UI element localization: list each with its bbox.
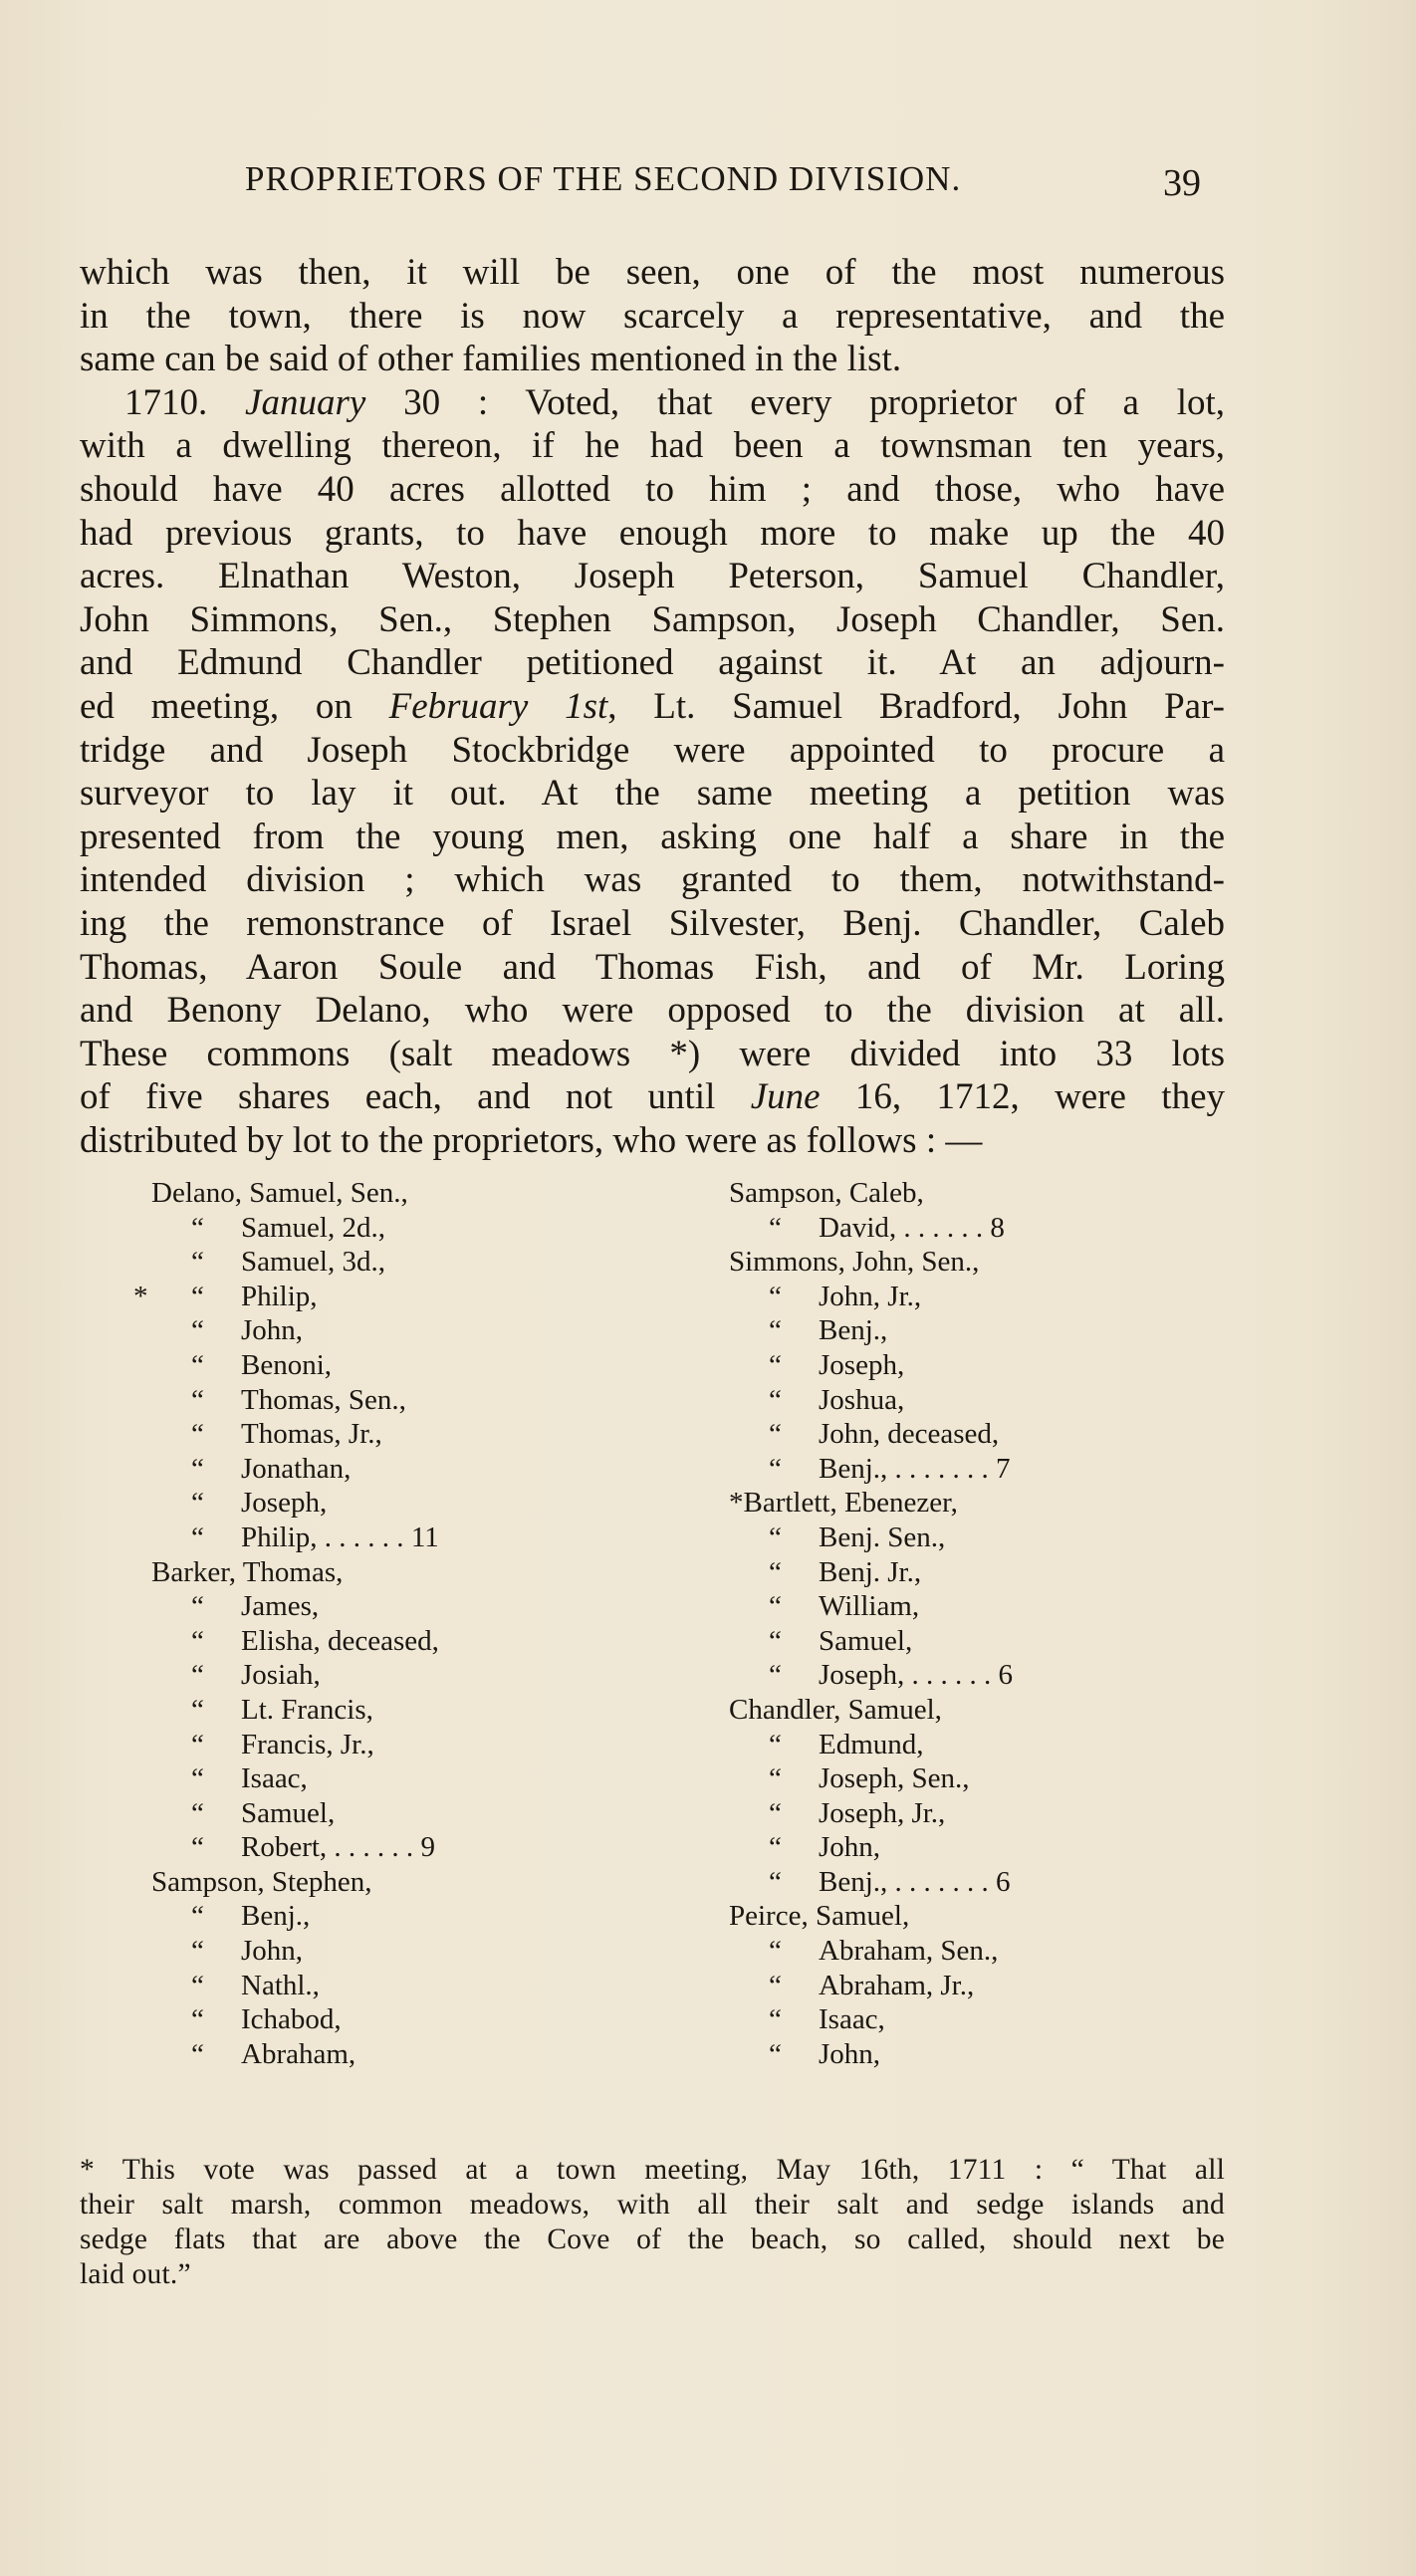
text-segment: 1710.: [124, 381, 246, 423]
proprietor-name: Chandler, Samuel,: [729, 1693, 942, 1726]
ditto-mark: “: [769, 2003, 782, 2036]
list-entry: [729, 1211, 1207, 1246]
list-entry: [729, 1658, 1207, 1693]
text-segment: 16, 1712, were they: [820, 1076, 1226, 1118]
proprietor-name: Samuel, 3d.,: [241, 1246, 385, 1279]
list-entry: [151, 1452, 629, 1487]
proprietor-list-left: [133, 1176, 629, 2071]
proprietor-name: Benj., . . . . . . .: [819, 1452, 989, 1485]
text-line: ing the remonstrance of Israel Silvester, Benj. Chandler, Caleb: [80, 902, 1225, 944]
proprietor-name: *Bartlett, Ebenezer,: [729, 1487, 958, 1520]
ditto-mark: “: [769, 1348, 782, 1381]
text-line: and Edmund Chandler petitioned against it. At an adjourn-: [80, 642, 1225, 684]
text-line: which was then, it will be seen, one of the most numerous: [80, 252, 1225, 293]
list-entry: [729, 1728, 1207, 1762]
ditto-mark: “: [769, 1969, 782, 2001]
text-line: John Simmons, Sen., Stephen Sampson, Joseph Chandler, Sen.: [80, 598, 1225, 640]
ditto-mark: “: [769, 1624, 782, 1657]
list-entry: [729, 1555, 1207, 1590]
list-entry: [729, 1452, 1207, 1487]
ditto-mark: “: [769, 1280, 782, 1312]
list-entry: [729, 1969, 1207, 2003]
list-entry: [729, 1589, 1207, 1624]
ditto-mark: “: [769, 1521, 782, 1553]
running-title: PROPRIETORS OF THE SECOND DIVISION.: [245, 159, 962, 198]
ditto-mark: “: [191, 2003, 204, 2036]
list-entry: [729, 2002, 1207, 2037]
proprietor-name: Benj.,: [241, 1900, 311, 1933]
share-count: 8: [990, 1211, 1005, 1244]
proprietor-name: Francis, Jr.,: [241, 1728, 374, 1760]
share-count: 11: [410, 1521, 439, 1553]
text-segment: , Lt. Samuel Bradford, John Par-: [607, 685, 1226, 727]
ditto-mark: “: [191, 1280, 204, 1312]
list-entry: [729, 1796, 1207, 1831]
ditto-mark: “: [191, 1246, 204, 1279]
list-entry: [151, 1417, 629, 1452]
list-entry: [729, 1313, 1207, 1348]
list-entry: [729, 1830, 1207, 1865]
ditto-mark: “: [769, 1418, 782, 1451]
proprietor-name: Elisha, deceased,: [241, 1624, 439, 1657]
list-entry: [151, 1969, 629, 2003]
list-entry: [151, 1348, 629, 1383]
text-line: Thomas, Aaron Soule and Thomas Fish, and of Mr. Loring: [80, 946, 1225, 988]
proprietor-name: John, deceased,: [819, 1418, 1000, 1451]
list-entry: [133, 1280, 629, 1314]
list-entry: [151, 1796, 629, 1831]
ditto-mark: “: [191, 1624, 204, 1657]
text-line: These commons (salt meadows *) were divided into 33 lots: [80, 1033, 1225, 1074]
list-entry: [729, 1899, 1207, 1934]
ditto-mark: “: [769, 1211, 782, 1244]
running-head: [245, 159, 1201, 215]
footnote-line: sedge flats that are above the Cove of the beach, so called, should next be: [80, 2224, 1225, 2255]
ditto-mark: “: [191, 1935, 204, 1968]
proprietor-name: Jonathan,: [241, 1452, 352, 1485]
list-entry: [729, 1176, 1207, 1211]
proprietor-name: Edmund,: [819, 1728, 924, 1760]
list-entry: [151, 1693, 629, 1728]
proprietor-name: Samuel,: [241, 1796, 336, 1829]
ditto-mark: “: [769, 1452, 782, 1485]
month-february: February: [388, 685, 529, 727]
proprietor-name: Delano, Samuel, Sen.,: [151, 1177, 408, 1209]
proprietor-name: John,: [241, 1314, 304, 1347]
list-entry: [151, 1865, 629, 1900]
list-entry: [151, 1934, 629, 1969]
ditto-mark: “: [191, 1590, 204, 1623]
ditto-mark: “: [191, 1418, 204, 1451]
share-count: 7: [996, 1452, 1011, 1485]
ditto-mark: “: [769, 1762, 782, 1795]
text-line: should have 40 acres allotted to him ; and those, who have: [80, 468, 1225, 510]
day-1st: 1st: [528, 685, 608, 727]
month-january: January: [245, 381, 366, 423]
ditto-mark: “: [769, 1935, 782, 1968]
text-segment: ed meeting, on: [80, 685, 389, 727]
ditto-mark: “: [769, 1590, 782, 1623]
list-entry: [151, 1245, 629, 1280]
proprietor-name: Joshua,: [819, 1383, 905, 1416]
ditto-mark: “: [769, 1314, 782, 1347]
text-line: [80, 685, 1225, 729]
ditto-mark: “: [191, 1796, 204, 1829]
ditto-mark: “: [191, 1900, 204, 1933]
proprietor-name: Ichabod,: [241, 2003, 342, 2036]
ditto-mark: “: [769, 1383, 782, 1416]
ditto-mark: “: [191, 2037, 204, 2070]
list-entry: [151, 1761, 629, 1796]
proprietor-name: Isaac,: [819, 2003, 885, 2036]
proprietor-name: David, . . . . . .: [819, 1211, 984, 1244]
proprietor-name: Joseph,: [241, 1487, 328, 1520]
footnote-line: their salt marsh, common meadows, with all their salt and sedge islands and: [80, 2189, 1225, 2221]
proprietor-name: Benj., . . . . . . .: [819, 1865, 989, 1898]
proprietor-name: Thomas, Sen.,: [241, 1383, 406, 1416]
ditto-mark: “: [191, 1314, 204, 1347]
text-line: in the town, there is now scarcely a representative, and the: [80, 295, 1225, 337]
proprietor-name: Thomas, Jr.,: [241, 1418, 382, 1451]
proprietor-name: Philip, . . . . . .: [241, 1521, 404, 1553]
ditto-mark: “: [191, 1211, 204, 1244]
list-entry: [729, 1486, 1207, 1521]
ditto-mark: “: [769, 1831, 782, 1864]
proprietor-name: Josiah,: [241, 1659, 321, 1692]
proprietor-name: James,: [241, 1590, 320, 1623]
ditto-mark: “: [191, 1452, 204, 1485]
page-number: 39: [1163, 162, 1201, 204]
proprietor-name: Benj. Jr.,: [819, 1555, 922, 1588]
list-entry: [729, 1417, 1207, 1452]
proprietor-name: Benj. Sen.,: [819, 1521, 946, 1553]
month-june: June: [750, 1076, 821, 1118]
proprietor-name: Peirce, Samuel,: [729, 1900, 910, 1933]
ditto-mark: “: [191, 1659, 204, 1692]
list-entry: [729, 1934, 1207, 1969]
text-line: surveyor to lay it out. At the same meeting a petition was: [80, 773, 1225, 815]
footnote-line: * This vote was passed at a town meeting, May 16th, 1711 : “ That all: [80, 2154, 1225, 2186]
proprietor-list-right: [729, 1176, 1207, 2071]
ditto-mark: “: [191, 1521, 204, 1553]
ditto-mark: “: [191, 1693, 204, 1726]
list-entry: [151, 2037, 629, 2072]
text-line: same can be said of other families mentioned in the list.: [80, 339, 902, 380]
ditto-mark: “: [191, 1487, 204, 1520]
text-line: had previous grants, to have enough more to make up the 40: [80, 512, 1225, 554]
ditto-mark: “: [769, 1659, 782, 1692]
list-entry: [151, 1486, 629, 1521]
text-line: with a dwelling thereon, if he had been a townsman ten years,: [80, 425, 1225, 467]
proprietor-name: Barker, Thomas,: [151, 1555, 344, 1588]
list-entry: [729, 2037, 1207, 2072]
proprietor-name: William,: [819, 1590, 920, 1623]
ditto-mark: “: [769, 1796, 782, 1829]
proprietor-name: Simmons, John, Sen.,: [729, 1246, 980, 1279]
list-entry: [151, 1176, 629, 1211]
list-entry: [729, 1865, 1207, 1900]
text-line: and Benony Delano, who were opposed to the division at all.: [80, 990, 1225, 1032]
text-line: tridge and Joseph Stockbridge were appointed to procure a: [80, 729, 1225, 771]
proprietor-name: John, Jr.,: [819, 1280, 922, 1312]
text-line: acres. Elnathan Weston, Joseph Peterson, Samuel Chandler,: [80, 556, 1225, 597]
ditto-mark: “: [191, 1383, 204, 1416]
proprietor-name: Abraham, Sen.,: [819, 1935, 999, 1968]
proprietor-name: Nathl.,: [241, 1969, 320, 2001]
list-entry: [729, 1383, 1207, 1418]
proprietor-name: John,: [241, 1935, 304, 1968]
body-text: [80, 251, 1225, 1162]
list-entry: [151, 1521, 629, 1555]
proprietor-name: Joseph, Sen.,: [819, 1762, 970, 1795]
text-line: intended division ; which was granted to them, notwithstand-: [80, 859, 1225, 901]
text-line: [80, 1075, 1225, 1119]
text-line: presented from the young men, asking one half a share in the: [80, 816, 1225, 857]
list-entry: [151, 1830, 629, 1865]
proprietor-name: Lt. Francis,: [241, 1693, 373, 1726]
proprietor-name: Abraham, Jr.,: [819, 1969, 975, 2001]
ditto-mark: “: [769, 1555, 782, 1588]
footnote: [80, 2153, 1225, 2292]
list-entry: [729, 1624, 1207, 1659]
list-entry: [729, 1280, 1207, 1314]
proprietor-name: Isaac,: [241, 1762, 308, 1795]
proprietor-name: Joseph, . . . . . .: [819, 1659, 992, 1692]
text-line: [80, 381, 1225, 425]
proprietor-name: Samuel, 2d.,: [241, 1211, 385, 1244]
proprietor-name: Benj.,: [819, 1314, 888, 1347]
list-entry: [151, 1211, 629, 1246]
share-count: 6: [996, 1865, 1011, 1898]
list-entry: [151, 1589, 629, 1624]
proprietor-name: Joseph, Jr.,: [819, 1796, 946, 1829]
list-entry: [151, 1383, 629, 1418]
ditto-mark: “: [769, 1728, 782, 1760]
share-count: 9: [420, 1831, 435, 1864]
ditto-mark: “: [191, 1762, 204, 1795]
proprietor-name: Philip,: [241, 1280, 318, 1312]
proprietor-name: Robert, . . . . . .: [241, 1831, 414, 1864]
asterisk-mark: *: [133, 1280, 148, 1312]
text-line: distributed by lot to the proprietors, who were as follows : —: [80, 1119, 983, 1161]
proprietor-name: Samuel,: [819, 1624, 913, 1657]
proprietor-name: John,: [819, 1831, 881, 1864]
proprietor-name: Abraham,: [241, 2037, 356, 2070]
list-entry: [151, 2002, 629, 2037]
ditto-mark: “: [191, 1969, 204, 2001]
ditto-mark: “: [769, 1865, 782, 1898]
list-entry: [151, 1658, 629, 1693]
ditto-mark: “: [191, 1831, 204, 1864]
proprietor-name: John,: [819, 2037, 881, 2070]
ditto-mark: “: [191, 1348, 204, 1381]
list-entry: [151, 1555, 629, 1590]
share-count: 6: [998, 1659, 1013, 1692]
text-segment: of five shares each, and not until: [80, 1076, 751, 1118]
list-entry: [729, 1348, 1207, 1383]
list-entry: [151, 1624, 629, 1659]
list-entry: [729, 1245, 1207, 1280]
text-segment: 30 : Voted, that every proprietor of a lot,: [365, 381, 1226, 423]
list-entry: [151, 1899, 629, 1934]
list-entry: [729, 1521, 1207, 1555]
list-entry: [151, 1728, 629, 1762]
proprietor-name: Benoni,: [241, 1348, 333, 1381]
list-entry: [151, 1313, 629, 1348]
ditto-mark: “: [769, 2037, 782, 2070]
ditto-mark: “: [191, 1728, 204, 1760]
proprietor-name: Sampson, Stephen,: [151, 1865, 372, 1898]
proprietor-name: Sampson, Caleb,: [729, 1177, 924, 1209]
proprietor-name: Joseph,: [819, 1348, 905, 1381]
list-entry: [729, 1693, 1207, 1728]
list-entry: [729, 1761, 1207, 1796]
footnote-line: laid out.”: [80, 2258, 191, 2290]
